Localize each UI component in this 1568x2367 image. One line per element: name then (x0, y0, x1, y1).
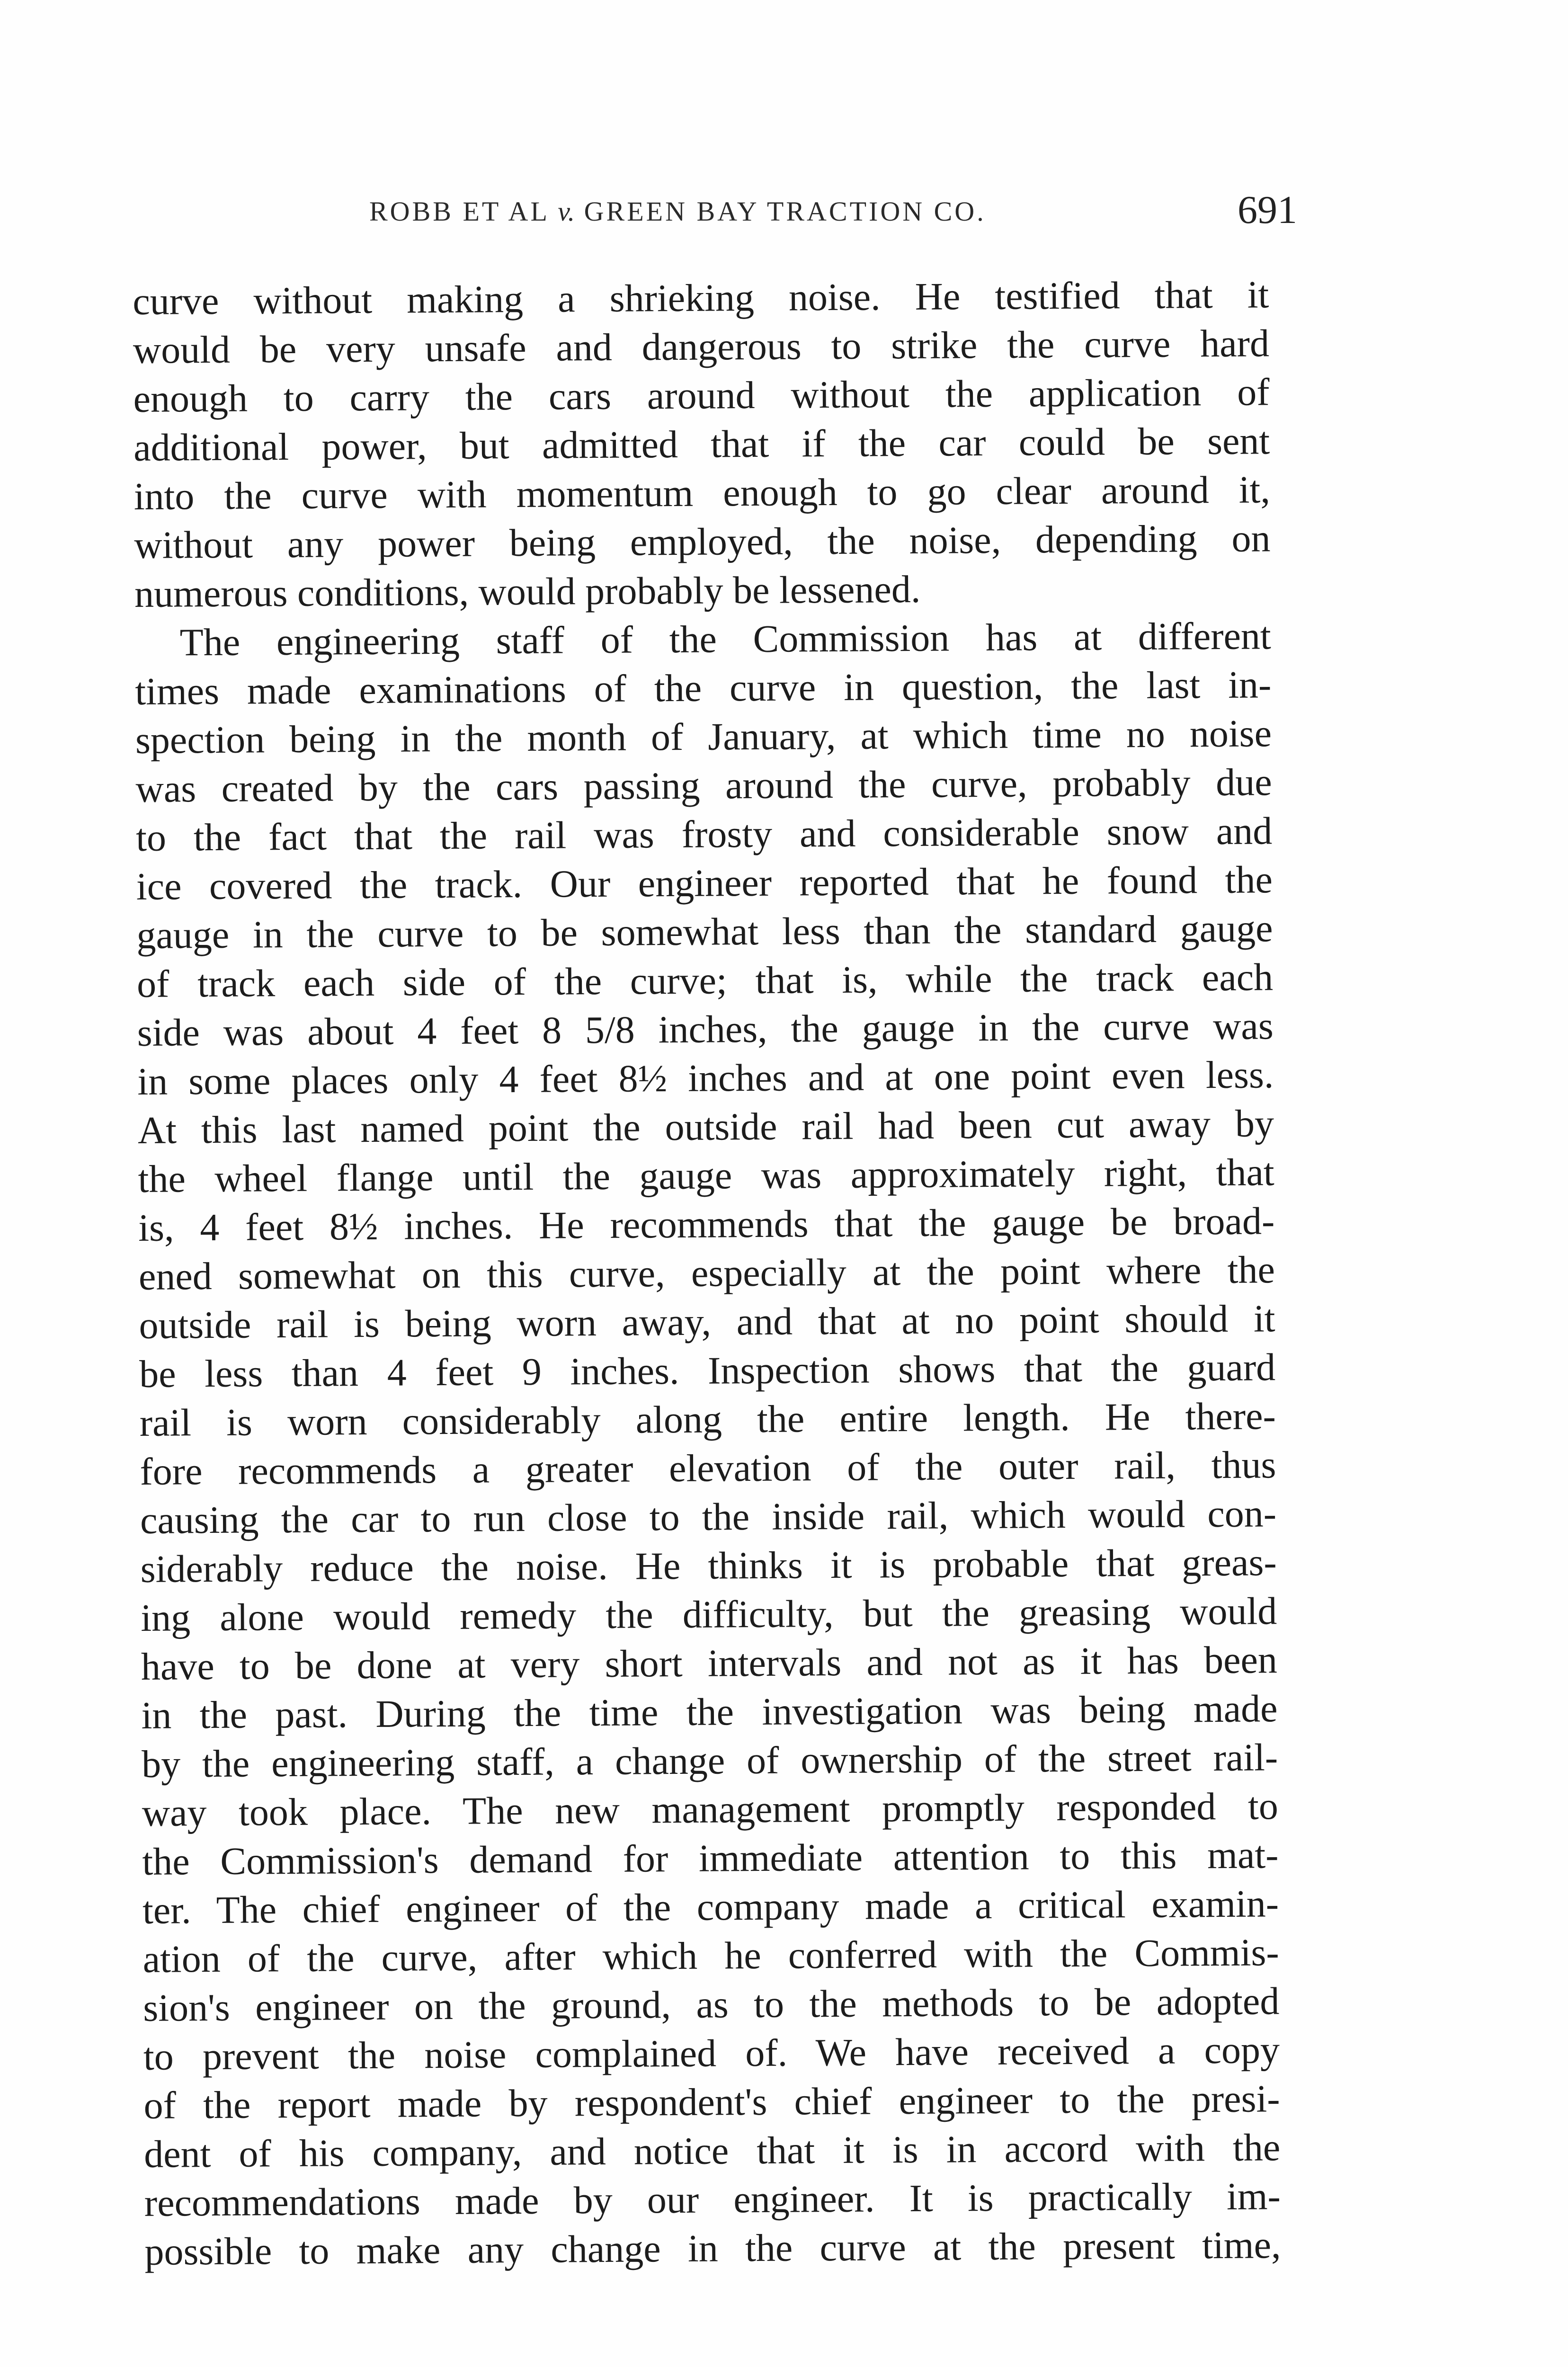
text-line: times made examinations of the curve in question, the last in- (135, 663, 1272, 713)
running-head-versus: v. (558, 196, 575, 227)
text-line: in the past. During the time the investigation was being made (141, 1687, 1278, 1737)
text-line: causing the car to run close to the inside rail, which would con- (140, 1492, 1277, 1542)
text-line: the wheel flange until the gauge was approximately right, that (138, 1150, 1274, 1201)
text-line: into the curve with momentum enough to go clear around it, (134, 468, 1271, 518)
text-line: At this last named point the outside rail had been cut away by (137, 1102, 1274, 1152)
text-line: curve without making a shrieking noise. He testified that it (133, 273, 1269, 323)
text-line: ice covered the track. Our engineer reported that he found the (136, 858, 1273, 908)
running-head (369, 196, 986, 227)
text-line: numerous conditions, would probably be lessened. (134, 567, 921, 615)
text-line: spection being in the month of January, at which time no noise (135, 712, 1272, 762)
text-line: without any power being employed, the noise, depending on (134, 516, 1271, 567)
text-line: side was about 4 feet 8 5/8 inches, the gauge in the curve was (137, 1004, 1274, 1054)
text-line: by the engineering staff, a change of ownership of the street rail- (141, 1735, 1278, 1786)
text-line: siderably reduce the noise. He thinks it is probable that greas- (140, 1540, 1277, 1591)
text-line: gauge in the curve to be somewhat less than the standard gauge (136, 907, 1273, 957)
text-line: is, 4 feet 8½ inches. He recommends that the gauge be broad- (138, 1199, 1275, 1249)
text-line: the Commission's demand for immediate attention to this mat- (142, 1833, 1279, 1883)
text-line: enough to carry the cars around without the application of (133, 370, 1270, 420)
text-line: of track each side of the curve; that is, while the track each (136, 955, 1274, 1006)
paragraph-1 (133, 270, 1271, 618)
text-line: have to be done at very short intervals and not as it has been (141, 1638, 1278, 1688)
text-line: in some places only 4 feet 8½ inches and at one point even less. (137, 1053, 1274, 1103)
text-line: way took place. The new management promptly responded to (142, 1784, 1279, 1834)
running-head-right: GREEN BAY TRACTION CO. (584, 196, 986, 227)
text-line: fore recommends a greater elevation of the outer rail, thus (140, 1443, 1276, 1493)
text-line: be less than 4 feet 9 inches. Inspection shows that the guard (139, 1345, 1276, 1396)
text-line: to prevent the noise complained of. We have received a copy (143, 2028, 1280, 2078)
body-text (133, 270, 1281, 2276)
text-line: of the report made by respondent's chief engineer to the presi- (143, 2077, 1280, 2127)
text-line: ter. The chief engineer of the company made a critical examin- (142, 1882, 1279, 1932)
text-line: recommendations made by our engineer. It is practically im- (144, 2174, 1281, 2225)
running-head-left: ROBB ET AL (369, 196, 549, 227)
text-line: was created by the cars passing around the curve, probably due (135, 760, 1272, 810)
page-header (369, 187, 1297, 239)
paragraph-2 (134, 611, 1281, 2276)
text-line: The engineering staff of the Commission has at different (179, 614, 1271, 664)
text-line: ing alone would remedy the difficulty, but the greasing would (141, 1589, 1277, 1639)
text-line: additional power, but admitted that if the car could be sent (133, 419, 1270, 469)
text-line: sion's engineer on the ground, as to the methods to be adopted (143, 1979, 1280, 2029)
text-line: to the fact that the rail was frosty and considerable snow and (135, 809, 1273, 859)
text-line: dent of his company, and notice that it is in accord with the (143, 2126, 1281, 2176)
page-number: 691 (1238, 188, 1297, 232)
text-line: ened somewhat on this curve, especially at the point where the (138, 1248, 1275, 1298)
text-line: ation of the curve, after which he conferred with the Commis- (143, 1931, 1279, 1981)
text-line: rail is worn considerably along the entire length. He there- (139, 1394, 1276, 1444)
text-line: outside rail is being worn away, and that at no point should it (139, 1297, 1275, 1347)
text-line: would be very unsafe and dangerous to strike the curve hard (133, 321, 1270, 372)
text-line: possible to make any change in the curve at the present time, (144, 2223, 1281, 2273)
